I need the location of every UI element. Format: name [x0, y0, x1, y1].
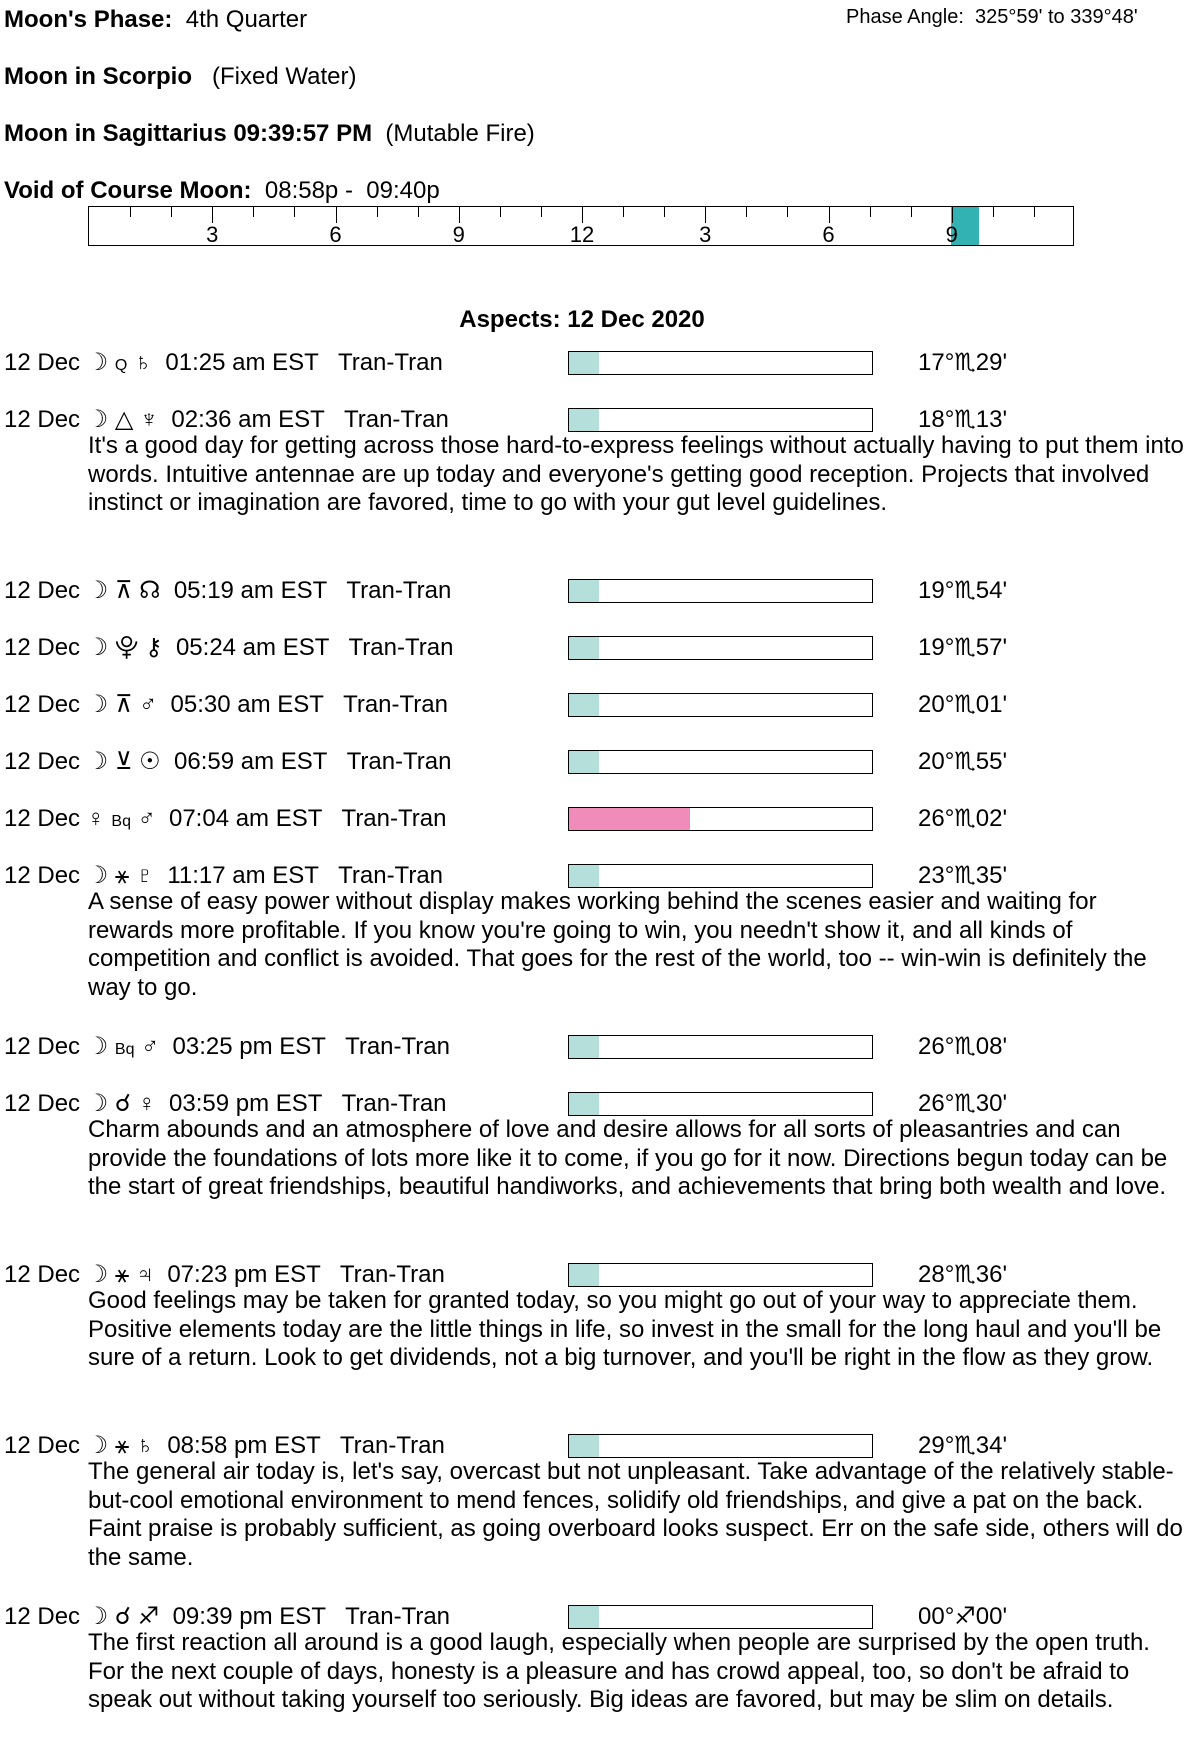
aspect-row	[4, 633, 1204, 663]
aspect-summary	[4, 633, 453, 663]
aspect-type: Tran-Tran	[345, 1603, 451, 1630]
moon-sign-line-2	[4, 120, 535, 148]
aspect-summary	[4, 1260, 445, 1290]
aspect-time: 03:25 pm EST	[172, 1033, 326, 1060]
timeline-tick	[212, 207, 213, 223]
timeline-tick	[541, 207, 542, 217]
planet-2-icon: ♃	[135, 1261, 154, 1288]
aspect-time: 08:58 pm EST	[167, 1432, 321, 1459]
aspect-row	[4, 1602, 1204, 1632]
aspect-date: 12 Dec	[4, 634, 81, 661]
aspect-type: Tran-Tran	[346, 748, 452, 775]
aspect-icon: ⚹	[114, 1432, 130, 1459]
aspect-description: The first reaction all around is a good laugh, especially when people are surprised by the open truth. For the next couple of days, honesty is a pleasure and has crowd appeal, too, so don't be afraid to speak out without taking yourself too seriously. Big ideas are favored, but may be slim on details.	[88, 1629, 1150, 1713]
aspect-type: Tran-Tran	[339, 1261, 445, 1288]
aspect-degree: 29°♏34'	[918, 1432, 1008, 1459]
planet-1-icon: ☽	[86, 1090, 109, 1117]
aspect-summary	[4, 804, 446, 837]
timeline-tick	[377, 207, 378, 217]
aspect-date: 12 Dec	[4, 1033, 81, 1060]
timeline-tick	[418, 207, 419, 217]
timeline-label: 3	[206, 222, 219, 247]
planet-1-icon: ☽	[86, 1261, 109, 1288]
planet-1-icon: ☽	[86, 691, 109, 718]
aspect-row	[4, 804, 1204, 834]
aspect-strength-fill	[569, 580, 599, 602]
phase-angle-label: Phase Angle:	[846, 6, 964, 28]
planet-1-icon: ☽	[86, 406, 109, 433]
aspect-strength-fill	[569, 1606, 599, 1628]
timeline-tick	[459, 207, 460, 223]
timeline-tick	[582, 207, 583, 223]
aspect-icon: ⊼	[114, 691, 133, 718]
timeline-tick	[787, 207, 788, 217]
timeline-label: 9	[945, 222, 958, 247]
aspect-row	[4, 1260, 1204, 1290]
aspect-description: Good feelings may be taken for granted today, so you might go out of your way to appreciate them. Positive elements today are the little things in life, so invest in the small for the long haul and you'll be sure of a return. Look to get dividends, not a big turnover, and you'll be right in the flow as they grow.	[88, 1287, 1162, 1371]
planet-1-icon: ☽	[86, 349, 109, 376]
aspect-time: 06:59 am EST	[174, 748, 327, 775]
planet-1-icon: ☽	[86, 634, 109, 661]
aspect-date: 12 Dec	[4, 406, 81, 433]
aspect-time: 03:59 pm EST	[169, 1090, 323, 1117]
aspect-summary	[4, 405, 449, 435]
planet-2-icon: ⚷	[145, 634, 163, 661]
planet-2-icon: ☉	[139, 748, 161, 775]
timeline-tick	[829, 207, 830, 223]
aspect-icon: ⯓	[114, 634, 139, 661]
aspect-icon: ⚹	[114, 1261, 130, 1288]
aspect-description: A sense of easy power without display makes working behind the scenes easier and waiting for rewards more profitable. If you know you're going to win, you needn't show it, and all kinds of competition and conflict is avoided. That goes for the rest of the world, too -- win-win is definitely the way to go.	[88, 888, 1147, 1001]
aspect-date: 12 Dec	[4, 1261, 81, 1288]
moon-sign-2-label: Moon in Sagittarius 09:39:57 PM	[4, 120, 373, 147]
aspect-strength-bar	[568, 1434, 873, 1458]
voc-label: Void of Course Moon:	[4, 177, 252, 204]
aspect-date: 12 Dec	[4, 1603, 81, 1630]
void-of-course-line	[4, 177, 440, 205]
timeline-tick	[294, 207, 295, 217]
moon-phase-label: Moon's Phase:	[4, 6, 173, 33]
aspect-row	[4, 1089, 1204, 1119]
timeline-tick	[336, 207, 337, 223]
aspects-title: Aspects: 12 Dec 2020	[459, 306, 705, 333]
aspect-time: 05:30 am EST	[170, 691, 324, 718]
aspect-type: Tran-Tran	[343, 691, 448, 718]
aspect-summary	[4, 348, 443, 381]
aspect-date: 12 Dec	[4, 862, 81, 889]
aspect-degree: 17°♏29'	[918, 349, 1008, 376]
aspect-strength-bar	[568, 807, 873, 831]
planet-2-icon: ♀	[137, 1090, 156, 1117]
aspect-degree: 18°♏13'	[918, 406, 1008, 433]
timeline-label: 9	[452, 222, 465, 247]
aspect-icon: Bq	[114, 1041, 135, 1058]
aspect-description: It's a good day for getting across those hard-to-express feelings without actually having to put them into words. Intuitive antennae are up today and everyone's getting good reception. Projects that involved instinct or imagination are favored, time to go with your gut level guidelines.	[88, 432, 1184, 516]
void-of-course-timeline	[88, 206, 1074, 246]
aspect-strength-bar	[568, 1035, 873, 1059]
aspect-row	[4, 1431, 1204, 1461]
aspect-date: 12 Dec	[4, 805, 81, 832]
aspect-icon: ⊼	[114, 577, 133, 604]
aspect-summary	[4, 1032, 450, 1065]
timeline-tick	[500, 207, 501, 217]
planet-1-icon: ☽	[86, 862, 109, 889]
aspect-type: Tran-Tran	[341, 805, 447, 832]
aspect-date: 12 Dec	[4, 748, 81, 775]
aspect-strength-fill	[569, 409, 599, 431]
aspect-row	[4, 405, 1204, 435]
aspect-strength-bar	[568, 351, 873, 375]
aspect-degree: 20°♏01'	[918, 691, 1008, 718]
planet-1-icon: ☽	[86, 1033, 109, 1060]
aspect-time: 02:36 am EST	[171, 406, 325, 433]
planet-2-icon: ♇	[135, 862, 154, 889]
aspect-strength-bar	[568, 1092, 873, 1116]
aspect-description: The general air today is, let's say, overcast but not unpleasant. Take advantage of the relatively stable-but-cool emotional environment to mend fences, solidify old friendships, and give a pat on the back. Faint praise is probably sufficient, as going overboard looks suspect. Err on the safe side, others will do the same.	[88, 1458, 1183, 1571]
aspect-strength-bar	[568, 864, 873, 888]
aspect-degree: 19°♏57'	[918, 634, 1008, 661]
aspect-strength-fill	[569, 694, 599, 716]
aspect-summary	[4, 1602, 450, 1632]
aspect-row	[4, 690, 1204, 720]
aspect-type: Tran-Tran	[339, 1432, 445, 1459]
aspect-date: 12 Dec	[4, 577, 81, 604]
timeline-tick	[705, 207, 706, 223]
aspect-summary	[4, 690, 448, 720]
aspect-type: Tran-Tran	[346, 577, 452, 604]
aspect-degree: 23°♏35'	[918, 862, 1008, 889]
planet-1-icon: ♀	[86, 805, 105, 832]
planet-1-icon: ☽	[86, 577, 109, 604]
aspect-degree: 19°♏54'	[918, 577, 1008, 604]
aspect-strength-fill	[569, 637, 599, 659]
aspect-time: 11:17 am EST	[167, 862, 319, 889]
timeline-tick	[952, 207, 953, 223]
aspect-time: 05:19 am EST	[173, 577, 327, 604]
planet-2-icon: ♂	[141, 1033, 160, 1060]
moon-sign-1-quality: (Fixed Water)	[212, 63, 357, 90]
aspect-icon: △	[114, 406, 134, 433]
timeline-tick	[130, 207, 131, 217]
planet-1-icon: ☽	[86, 748, 109, 775]
aspect-strength-bar	[568, 408, 873, 432]
aspect-degree: 00°♐00'	[918, 1603, 1008, 1630]
aspect-strength-fill	[569, 1036, 599, 1058]
aspect-time: 07:23 pm EST	[167, 1261, 321, 1288]
timeline-tick	[746, 207, 747, 217]
aspect-summary	[4, 861, 443, 891]
aspect-type: Tran-Tran	[345, 1033, 450, 1060]
aspect-degree: 26°♏30'	[918, 1090, 1008, 1117]
timeline-tick	[664, 207, 665, 217]
aspect-type: Tran-Tran	[348, 634, 454, 661]
phase-angle-line	[846, 6, 1138, 29]
aspect-summary	[4, 1089, 447, 1119]
aspect-time: 09:39 pm EST	[172, 1603, 326, 1630]
aspect-type: Tran-Tran	[337, 349, 443, 376]
planet-2-icon: ♆	[140, 406, 159, 433]
aspect-time: 05:24 am EST	[175, 634, 329, 661]
moon-phase-value: 4th Quarter	[185, 6, 308, 33]
aspect-degree: 20°♏55'	[918, 748, 1008, 775]
aspect-type: Tran-Tran	[338, 862, 444, 889]
planet-2-icon: ♐	[137, 1603, 160, 1630]
aspect-time: 01:25 am EST	[165, 349, 319, 376]
aspect-degree: 26°♏08'	[918, 1033, 1008, 1060]
aspect-degree: 26°♏02'	[918, 805, 1008, 832]
aspect-icon: Bq	[111, 813, 131, 830]
timeline-tick	[911, 207, 912, 217]
timeline-label: 3	[699, 222, 712, 247]
planet-2-icon: ♂	[139, 691, 158, 718]
aspect-date: 12 Dec	[4, 1432, 81, 1459]
timeline-tick	[171, 207, 172, 217]
aspect-date: 12 Dec	[4, 1090, 81, 1117]
aspect-row	[4, 747, 1204, 777]
timeline-label: 6	[329, 222, 342, 247]
planet-1-icon: ☽	[86, 1603, 109, 1630]
aspect-icon: ☌	[114, 1090, 132, 1117]
timeline-tick	[1034, 207, 1035, 217]
aspect-row	[4, 1032, 1204, 1062]
aspect-description: Charm abounds and an atmosphere of love and desire allows for all sorts of pleasantries and can provide the foundations of lots more like it to come, if you go for it now. Directions begun today can be the start of great friendships, beautiful handiworks, and achievements that bring both wealth and love.	[88, 1116, 1168, 1200]
aspect-strength-bar	[568, 1605, 873, 1629]
aspect-strength-bar	[568, 636, 873, 660]
aspect-row	[4, 348, 1204, 378]
voc-value: 08:58p - 09:40p	[264, 177, 440, 204]
planet-2-icon: ♄	[134, 349, 153, 376]
timeline-tick	[993, 207, 994, 217]
aspect-icon: Q	[114, 357, 128, 374]
aspect-row	[4, 861, 1204, 891]
aspect-row	[4, 576, 1204, 606]
aspect-type: Tran-Tran	[341, 1090, 447, 1117]
aspect-strength-bar	[568, 579, 873, 603]
aspect-strength-fill	[569, 1264, 599, 1286]
moon-sign-line-1	[4, 63, 356, 91]
timeline-label: 12	[569, 222, 595, 247]
aspect-strength-fill	[569, 352, 599, 374]
aspect-icon: ⊻	[114, 748, 133, 775]
timeline-label: 6	[822, 222, 835, 247]
aspect-icon: ⚹	[114, 862, 130, 889]
aspect-summary	[4, 1431, 445, 1461]
timeline-tick	[253, 207, 254, 217]
aspect-strength-fill	[569, 808, 690, 830]
moon-sign-1-label: Moon in Scorpio	[4, 63, 192, 90]
aspect-strength-fill	[569, 865, 599, 887]
aspect-strength-fill	[569, 751, 599, 773]
planet-1-icon: ☽	[86, 1432, 109, 1459]
moon-phase-line	[4, 6, 307, 34]
aspect-strength-bar	[568, 750, 873, 774]
phase-angle-value: 325°59' to 339°48'	[975, 6, 1138, 28]
aspect-type: Tran-Tran	[343, 406, 449, 433]
aspect-strength-bar	[568, 693, 873, 717]
aspect-time: 07:04 am EST	[168, 805, 322, 832]
timeline-tick	[870, 207, 871, 217]
timeline-tick	[623, 207, 624, 217]
moon-sign-2-quality: (Mutable Fire)	[385, 120, 535, 147]
aspect-strength-fill	[569, 1435, 599, 1457]
planet-2-icon: ☊	[139, 577, 161, 604]
aspect-summary	[4, 747, 451, 777]
planet-2-icon: ♂	[137, 805, 156, 832]
planet-2-icon: ♄	[135, 1432, 154, 1459]
aspect-strength-bar	[568, 1263, 873, 1287]
aspect-summary	[4, 576, 451, 606]
aspect-date: 12 Dec	[4, 349, 81, 376]
aspect-date: 12 Dec	[4, 691, 81, 718]
aspect-icon: ☌	[114, 1603, 132, 1630]
aspect-degree: 28°♏36'	[918, 1261, 1008, 1288]
aspect-strength-fill	[569, 1093, 599, 1115]
